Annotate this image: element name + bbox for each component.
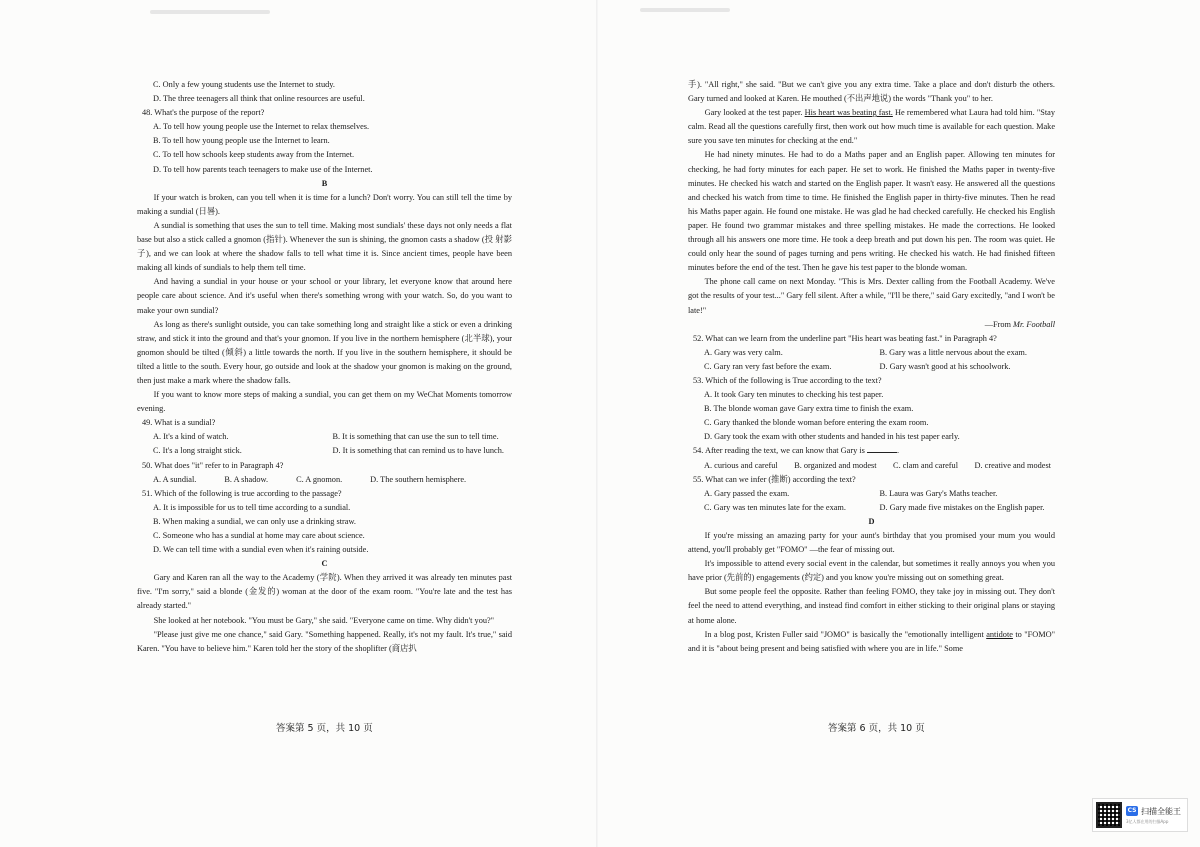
q54-options xyxy=(688,459,1055,473)
option: B. It is something that can use the sun to tell time. xyxy=(332,432,499,442)
option: A. It took Gary ten minutes to checking his test paper. xyxy=(704,390,884,400)
text: to "FOMO" and it is "about being present and being satisfied with where you are in life." Some xyxy=(688,629,1055,653)
text: —From xyxy=(984,319,1014,329)
option: D. Gary wasn't good at his schoolwork. xyxy=(879,361,1011,371)
scanner-subtitle: 3亿人都在用的扫描App xyxy=(1126,818,1169,824)
camscanner-logo-icon: CS xyxy=(1127,807,1137,814)
paragraph xyxy=(688,106,1055,148)
badge-logo xyxy=(1126,806,1181,817)
option: D. Gary took the exam with other students and handed in his test paper early. xyxy=(704,432,960,442)
option: D. We can tell time with a sundial even when it's raining outside. xyxy=(153,545,369,555)
scan-artifact xyxy=(640,8,730,12)
page-number-right: 答案第 6 页，共 10 页 xyxy=(828,723,925,734)
source-title: Mr. Football xyxy=(1013,319,1055,329)
option: D. The three teenagers all think that online resources are useful. xyxy=(153,94,365,104)
section-heading-d: D xyxy=(868,516,875,526)
option: D. creative and modest xyxy=(974,460,1051,470)
q52-options xyxy=(688,360,1055,374)
option: C. Only a few young students use the Internet to study. xyxy=(153,80,335,89)
q55-options xyxy=(688,487,1055,501)
paragraph xyxy=(688,628,1055,656)
option: C. clam and careful xyxy=(893,460,959,470)
scanner-badge[interactable] xyxy=(1092,798,1188,832)
page-number-left: 答案第 5 页，共 10 页 xyxy=(276,723,373,734)
paragraph: "Please just give me one chance," said Gary. "Something happened. Really, it's not my fault. It's true," said Karen. "You have to believe him." Karen told her the story of the shoplifter (商店扒 xyxy=(137,629,512,653)
question-54: 54. After reading the text, we can know that Gary is . xyxy=(693,446,900,456)
option: B. The blonde woman gave Gary extra time to finish the exam. xyxy=(704,404,914,414)
paragraph: As long as there's sunlight outside, you can take something long and straight like a stick or even a drinking straw, and stick it into the ground and that's your gnomon. If you live in the northern hemisphere (北半球), your gnomon should be tilted (倾斜) a little towards the north. If you live in the southern hemisphere, it should be tilted a little to the south. Every hour, go outside and look at the shadow your gnomon is making on the ground, then just make a mark where the shadow falls. xyxy=(137,319,512,385)
q50-options xyxy=(137,473,512,487)
scan-artifact xyxy=(150,10,270,14)
option: A. To tell how young people use the Internet to relax themselves. xyxy=(153,122,370,132)
right-page xyxy=(688,78,1055,656)
option: C. A gnomon. xyxy=(296,474,343,484)
option: C. To tell how schools keep students away from the Internet. xyxy=(153,150,355,160)
paragraph: A sundial is something that uses the sun to tell time. Making most sundials' these days not only needs a flat base but also a stick called a gnomon (指针). Whenever the sun is shining, the gnomon casts a shadow (投 射影子), and we can look at where the shadow falls to tell what time it is. Since ancient times, people have been making all kinds of sundials to help them tell time. xyxy=(137,220,512,273)
q49-options xyxy=(137,444,512,458)
text: Gary looked at the test paper. xyxy=(704,108,805,118)
q52-options xyxy=(688,346,1055,360)
option: C. Someone who has a sundial at home may care about science. xyxy=(153,531,365,540)
question: 51. Which of the following is true according to the passage? xyxy=(142,488,342,498)
option: B. Laura was Gary's Maths teacher. xyxy=(879,488,998,498)
option: B. To tell how young people use the Internet to learn. xyxy=(153,136,330,146)
text: He remembered what Laura had told him. "Stay calm. Read all the questions carefully first, then work out how much time is available for each question. Make sure you save ten minutes for checking at the end." xyxy=(688,108,1055,146)
page-fold xyxy=(596,0,598,847)
answer-blank xyxy=(867,452,897,453)
option: A. Gary passed the exam. xyxy=(704,488,790,498)
option: C. It's a long straight stick. xyxy=(153,446,242,456)
left-page xyxy=(137,78,512,656)
option: B. When making a sundial, we can only use a drinking straw. xyxy=(153,516,356,526)
option: C. Gary was ten minutes late for the exam. xyxy=(704,502,846,512)
scanner-app-name: 扫描全能王 xyxy=(1141,806,1181,816)
option: A. It is impossible for us to tell time according to a sundial. xyxy=(153,502,351,512)
option: D. It is something that can remind us to have lunch. xyxy=(332,446,504,456)
paragraph: But some people feel the opposite. Rather than feeling FOMO, they take joy in missing out. They don't feel the need to attend everything, and instead find comfort in either sticking to their original plans or staying at home alone. xyxy=(688,587,1055,625)
paragraph: 手). "All right," she said. "But we can't give you any extra time. Take a place and don't disturb the others. Gary turned and looked at Karen. He mouthed (不出声地说) the words "Thank you" to her. xyxy=(688,80,1055,104)
badge-text xyxy=(1126,806,1181,825)
option: C. Gary thanked the blonde woman before entering the exam room. xyxy=(704,418,929,428)
option: A. It's a kind of watch. xyxy=(153,432,229,442)
option: A. curious and careful xyxy=(704,460,778,470)
underlined-word: antidote xyxy=(986,629,1013,639)
section-heading: B xyxy=(321,178,328,188)
q55-options xyxy=(688,501,1055,515)
paragraph: If you want to know more steps of making a sundial, you can get them on my WeChat Moments tomorrow evening. xyxy=(137,390,512,414)
option: B. A shadow. xyxy=(224,474,269,484)
option: D. To tell how parents teach teenagers to make use of the Internet. xyxy=(153,164,373,174)
paragraph: If your watch is broken, can you tell when it is time for a lunch? Don't worry. You can still tell the time by making a sundial (日晷). xyxy=(137,192,512,216)
question: 49. What is a sundial? xyxy=(142,418,216,428)
paragraph: If you're missing an amazing party for your aunt's birthday that you promised your mum you would attend, you'll probably get "FOMO" —the fear of missing out. xyxy=(688,531,1055,555)
text: 54. After reading the text, we can know that Gary is xyxy=(693,446,865,456)
question-50: 50. What does "it" refer to in Paragraph 4? xyxy=(142,460,284,470)
section-heading: C xyxy=(321,559,328,569)
option: B. Gary was a little nervous about the exam. xyxy=(879,347,1027,357)
paragraph: He had ninety minutes. He had to do a Maths paper and an English paper. Allowing ten minutes for checking, he had forty minutes for each paper. He set to work. He finished the Maths paper in twenty-five minutes. He checked his watch and started on the English paper. It wasn't easy. He answered all the questions and checked his watch from time to time. He finished the English paper in thirty-five minutes. Then he read his Maths paper again. He found one mistake. He was glad he had checked carefully. He checked his English paper. He found two grammar mistakes and three spelling mistakes. He made the corrections. He looked through all his answers one more time. He took a deep breath and put down his pen. The room was quiet. He could only hear the sound of pages turning and pens writing. He checked his watch. He had finished fifteen minutes before the end of the test. Then he gave his test paper to the blonde woman. xyxy=(688,150,1055,273)
option: A. A sundial. xyxy=(153,474,197,484)
option: A. Gary was very calm. xyxy=(704,347,783,357)
qr-code-icon xyxy=(1096,802,1122,828)
paragraph: It's impossible to attend every social event in the calendar, but sometimes it really annoys you when you have prior (先前的) engagements (约定) and you know you're missing out on something great. xyxy=(688,559,1055,583)
left-page-body xyxy=(137,78,512,430)
left-page-body-continued xyxy=(137,487,512,656)
paragraph: Gary and Karen ran all the way to the Academy (学院). When they arrived it was already ten minutes past five. "I'm sorry," said a blonde (金发的) woman at the door of the exam room. "You're late and the test has already started." xyxy=(137,573,512,611)
question: 48. What's the purpose of the report? xyxy=(142,108,265,118)
question-52: 52. What can we learn from the underline part "His heart was beating fast." in Paragraph 4? xyxy=(693,333,997,343)
paragraph: And having a sundial in your house or your school or your library, let everyone know that around here people care about science. And it's useful when there's something wrong with your watch. So, do you want to make your own sundial? xyxy=(137,277,512,315)
text: In a blog post, Kristen Fuller said "JOMO" is basically the "emotionally intelligent xyxy=(704,629,987,639)
question-53: 53. Which of the following is True according to the text? xyxy=(693,375,882,385)
q49-options xyxy=(137,430,512,444)
option: D. The southern hemisphere. xyxy=(370,474,467,484)
underlined-sentence: His heart was beating fast. xyxy=(804,108,893,118)
paragraph: The phone call came on next Monday. "This is Mrs. Dexter calling from the Football Academy. We've got the results of your test..." Gary fell silent. After a while, "I'll be there," said Gary excitedly, "and I won't be late!" xyxy=(688,277,1055,315)
option: D. Gary made five mistakes on the English paper. xyxy=(879,502,1045,512)
source-credit xyxy=(688,318,1055,332)
question-55: 55. What can we infer (推断) according the text? xyxy=(693,474,856,484)
option: B. organized and modest xyxy=(794,460,877,470)
paragraph: She looked at her notebook. "You must be Gary," she said. "Everyone came on time. Why didn't you?" xyxy=(153,615,495,625)
option: C. Gary ran very fast before the exam. xyxy=(704,361,832,371)
